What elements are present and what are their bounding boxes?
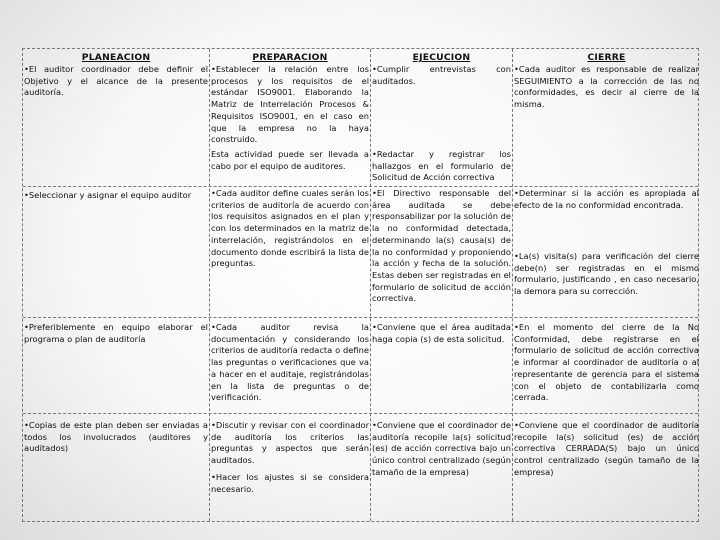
planeacion-objective [23, 64, 209, 99]
preparacion-team-note [210, 149, 370, 172]
cell-text: Cumplir entrevistas con auditados. [372, 64, 511, 86]
preparacion-criteria [210, 188, 370, 270]
planeacion-send-copies [23, 420, 209, 455]
header-planeacion: PLANEACION [81, 52, 151, 63]
header-cierre: CIERRE [587, 52, 626, 63]
header-ejecucion: EJECUCION [412, 52, 471, 63]
preparacion-relation [210, 64, 370, 146]
cierre-register [513, 322, 700, 404]
ejecucion-compile [371, 420, 512, 479]
cell-text: Conviene que el coordinador de auditoría recopile la(s) solicitud (es) de acción correctiva bajo un único control centralizado (según tamaño de la empresa) [372, 420, 511, 477]
cierre-compile-closed [513, 420, 700, 479]
cell-text: El auditor coordinador debe definir el Objetivo y el alcance de la presente auditoría. [24, 64, 208, 98]
preparacion-adjust [210, 472, 370, 495]
row-divider [23, 317, 698, 318]
cell-text: Cada auditor es responsable de realizar SEGUIMIENTO a la corrección de las no conformidades, es decir al cierre de la misma. [514, 64, 699, 110]
row-divider [23, 413, 698, 414]
cierre-visits [513, 251, 700, 298]
preparacion-review-docs [210, 322, 370, 404]
ejecucion-copy [371, 322, 512, 345]
cell-text: Preferiblemente en equipo elaborar el programa o plan de auditoría [24, 322, 208, 344]
cell-text: Discutir y revisar con el coordinador de auditoría los criterios las preguntas y aspectos que serán auditados. [211, 420, 369, 466]
cell-text: Cada auditor define cuales serán los criterios de auditoría de acuerdo con los requisitos asignados en el plan y con los determinados en la matriz de interrelación, registrándolos en el documento donde escribirá la lista de preguntas. [211, 188, 369, 269]
cell-text: Esta actividad puede ser llevada a cabo por el equipo de auditores. [211, 149, 369, 171]
cell-text: Conviene que el área auditada haga copia (s) de esta solicitud. [372, 322, 511, 344]
ejecucion-interviews [371, 64, 512, 87]
cell-text: Hacer los ajustes si se considera necesario. [211, 472, 369, 494]
preparacion-discuss [210, 420, 370, 467]
cell-text: Seleccionar y asignar el equipo auditor [28, 190, 192, 200]
cell-text: Conviene que el coordinador de auditoría recopile la(s) solicitud (es) de acción correctiva CERRADA(S) bajo un único control centralizado (según tamaño de la empresa) [514, 420, 699, 477]
ejecucion-findings [371, 149, 512, 184]
cell-text: Redactar y registrar los hallazgos en el formulario de Solicitud de Acción correctiva [372, 149, 511, 183]
cell-text: El Directivo responsable del área auditada se debe responsabilizar por la solución de la no conformidad detectada, determinando la(s) causa(s) de la no conformidad y proponiendo la acción y fecha de la solución. Estas deben ser registradas en el formulario de solicitud de acción correctiva. [372, 188, 511, 304]
cierre-determine [513, 188, 700, 211]
row-divider [23, 186, 698, 187]
header-preparacion: PREPARACION [252, 52, 328, 63]
planeacion-select-team [23, 190, 209, 202]
cell-text: Cada auditor revisa la documentación y considerando los criterios de auditoría redacta o define las preguntas o verificaciones que va a hacer en el auditaje, registrándolas en la lista de preguntas o de verificación. [211, 322, 369, 403]
audit-process-table [22, 48, 699, 522]
cierre-followup [513, 64, 700, 111]
cell-text: Determinar si la acción es apropiada al efecto de la no conformidad encontrada. [514, 188, 699, 210]
cell-text: Copias de este plan deben ser enviadas a todos los involucrados (auditores y auditados) [24, 420, 208, 454]
cell-text: Establecer la relación entre los procesos y los requisitos de el estándar ISO9001. Elaborando la Matriz de Interrelación Procesos & Requisitos ISO9001, en el caso en que la empresa no la haya construido. [211, 64, 369, 145]
cell-text: La(s) visita(s) para verificación del cierre debe(n) ser registradas en el mismo formulario, justificando , en caso necesario, la demora para su corrección. [514, 251, 699, 297]
ejecucion-responsible [371, 188, 512, 305]
planeacion-program [23, 322, 209, 345]
cell-text: En el momento del cierre de la No Conformidad, debe registrarse en el formulario de solicitud de acción correctiva e informar al coordinador de auditoría o al representante de gerencia para el sistema con el objeto de contabilizarla como cerrada. [514, 322, 699, 403]
